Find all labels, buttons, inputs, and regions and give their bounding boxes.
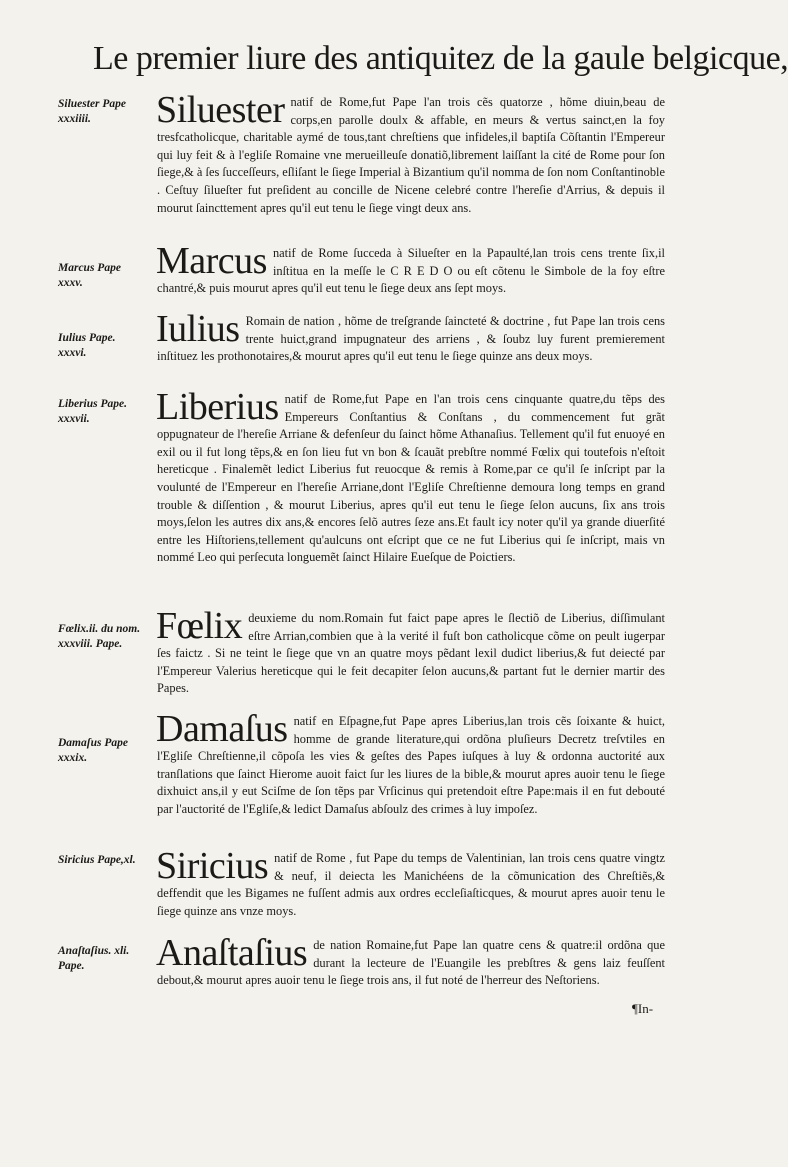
entry-text: deuxieme du nom.Romain fut faict pape apres le ſlectiõ de Liberius, diſſimulant eſtre Arrian,combien que à la verité il fuſt bon catholicque cõme on peult iugerpar ſes faictz . Si ne teint le ſiege que vn an quatre moys pẽdant lexil dudict liberius,& fut deiecté par l'Empereur Valerius hereticque qui le feit decapiter ſelon aucuns,& partant fut le dernier martir des Papes. <box>157 611 665 696</box>
entry-text: de nation Romaine,fut Pape lan quatre cens & quatre:il ordõna que durant la lecteure de l'Euangile les prebſtres & gens laiz feuſſent debout,& mourut apres auoir tenu le ſiege trois ans, il fut noté de l'herreur des Neſtoriens. <box>157 938 665 988</box>
margin-note-line: xxxviii. Pape. <box>58 638 123 650</box>
margin-note-iulius <box>58 331 153 361</box>
margin-note-line: Damaſus Pape <box>58 737 128 749</box>
margin-note-line: Anaſtaſius. xli. <box>58 945 130 957</box>
margin-note-foelix <box>58 622 153 652</box>
entry-liberius <box>156 386 665 567</box>
margin-note-line: Siricius Pape,xl. <box>58 854 136 866</box>
entry-siricius <box>156 845 665 920</box>
margin-note-line: Iulius Pape. <box>58 332 116 344</box>
margin-note-line: Marcus Pape <box>58 262 121 274</box>
margin-note-siluester <box>58 97 153 127</box>
pope-name: Fœlix <box>156 605 243 647</box>
entry-foelix <box>156 605 665 698</box>
pope-name: Siluester <box>156 89 285 131</box>
margin-note-line: xxxvii. <box>58 413 90 425</box>
margin-note-anastasius <box>58 944 153 974</box>
pope-name: Iulius <box>156 308 240 350</box>
margin-note-siricius <box>58 853 153 868</box>
pope-name: Damaſus <box>156 708 288 750</box>
entry-marcus <box>156 240 665 298</box>
catchword: ¶In- <box>632 1001 654 1016</box>
entry-text: natif en Eſpagne,fut Pape apres Liberius,lan trois cẽs ſoixante & huict, homme de grande literature,qui ordõna pluſieurs Decretz treſvtiles en l'Egliſe Chreſtienne,il cõpoſa les vies & geſtes des Papes iuſques à luy & ordonna auctorité aux tranſlations que ſainct Hierome auoit faict ſur les liures de la bible,& mourut apres auoir tenu le ſiege dixhuict ans,il y eut Sciſme de ſon tẽps par Vrſicinus qui pretendoit eſtre Pape:mais il en fut debouté par l'auctorité de l'Egliſe,& ledict Damaſus abſoulz des crimes à luy impoſez. <box>157 714 665 816</box>
page-title: Le premier liure des antiquitez de la gaule belgicque, <box>93 40 788 77</box>
entry-text: natif de Rome ſucceda à Silueſter en la Papaulté,lan trois cens trente ſix,il inſtitua en la meſſe le C R E D O ou eſt cõtenu le Simbole de la foy eſtre chantré,& puis mourut apres qu'il eut tenu le ſiege deux ans ſept moys. <box>157 246 665 296</box>
entry-text: Romain de nation , hõme de treſgrande ſaincteté & doctrine , fut Pape lan trois cens trente huict,grand impugnateur des arriens , & ſoubz luy furent premierement inſtituez les prothonotaires,& mourut apres qu'il eut tenu le ſiege quinze ans deux moys. <box>157 314 665 364</box>
margin-note-marcus <box>58 261 153 291</box>
entry-siluester <box>156 89 665 217</box>
margin-note-line: xxxv. <box>58 277 83 289</box>
margin-note-line: xxxiiii. <box>58 113 91 125</box>
pope-name: Anaſtaſius <box>156 932 308 974</box>
entry-anastasius <box>156 932 665 990</box>
margin-note-line: xxxix. <box>58 752 88 764</box>
margin-note-line: Fœlix.ii. du nom. <box>58 623 141 635</box>
entry-text: natif de Rome,fut Pape en l'an trois cens cinquante quatre,du tẽps des Empereurs Conſtantius & Conſtans , du commencement fut grãt oppugnateur de l'hereſie Arriane & defenſeur du ſainct hõme Athanaſius. Tellement qu'il fut enuoyé en exil ou il fut long tẽps,& en ſon lieu fut vn bon & ſcauãt prebſtre nommé Fœlix qui toutefois n'eſtoit hereticque . Finalemẽt ledict Liberius fut reuocque & remis à Rome,par ce qu'il ſe inſcript par la voulunté de l'Empereur en l'hereſie Arriane,dont l'Egliſe Chreſtienne demoura long temps en grand trouble & diſſention , & mourut Liberius, apres qu'il eut tenu le ſiege ſelon aucuns, ſix ans trois moys,ſelon les autres dix ans,& encores ſelõ autres ſeze ans.Et fault icy noter qu'il ya grande diuerſité entre les Hiſtoriens,tellement qu'aulcuns ont eſcript que ce ne fut Liberius qui ſe inſcript, mais vn nommé Leo qui perſecuta longuemẽt ſainct Hilaire Eueſque de Poictiers. <box>157 392 665 565</box>
entry-damasus <box>156 708 665 819</box>
margin-note-line: Liberius Pape. <box>58 398 127 410</box>
margin-note-line: Pape. <box>58 960 85 972</box>
entry-iulius <box>156 308 665 366</box>
margin-note-line: xxxvi. <box>58 347 87 359</box>
pope-name: Marcus <box>156 240 267 282</box>
margin-note-line: Siluester Pape <box>58 98 127 110</box>
pope-name: Liberius <box>156 386 279 428</box>
entry-text: natif de Rome , fut Pape du temps de Valentinian, lan trois cens quatre vingtz & neuf, il deiecta les Manichéens de la cõmunication des Chreſtiẽs,& deffendit que les Bigames ne fuſſent admis aux ordres eccleſiaſticques, & mourut apres auoir tenu le ſiege quinze ans vnze moys. <box>157 851 665 918</box>
pope-name: Siricius <box>156 845 269 887</box>
margin-note-damasus <box>58 736 153 766</box>
entry-text: natif de Rome,fut Pape l'an trois cẽs quatorze , hõme diuin,beau de corps,en parolle doulx & affable, en meurs & vertus sainct,en la foy tresfcatholicque, charitable aymé de tous,tant chreſtiens que infideles,il baptiſa Cõſtantin l'Empereur qui luy feit & à l'egliſe Romaine vne merueilleuſe donatiõ,librement laiſſant la cité de Rome pour ſon ſiege,& à ſes ſucceſſeurs, eſliſant le ſiege Imperial à Bizantium qu'il nomma de ſon nom Conſtantinoble . Ceſtuy ſilueſter fut preſident au concille de Nicene celebré contre l'hereſie d'Arrius, & depuis il mourut ſaincttement apres qu'il eut tenu le ſiege vingt deux ans. <box>157 95 665 215</box>
margin-note-liberius <box>58 397 153 427</box>
